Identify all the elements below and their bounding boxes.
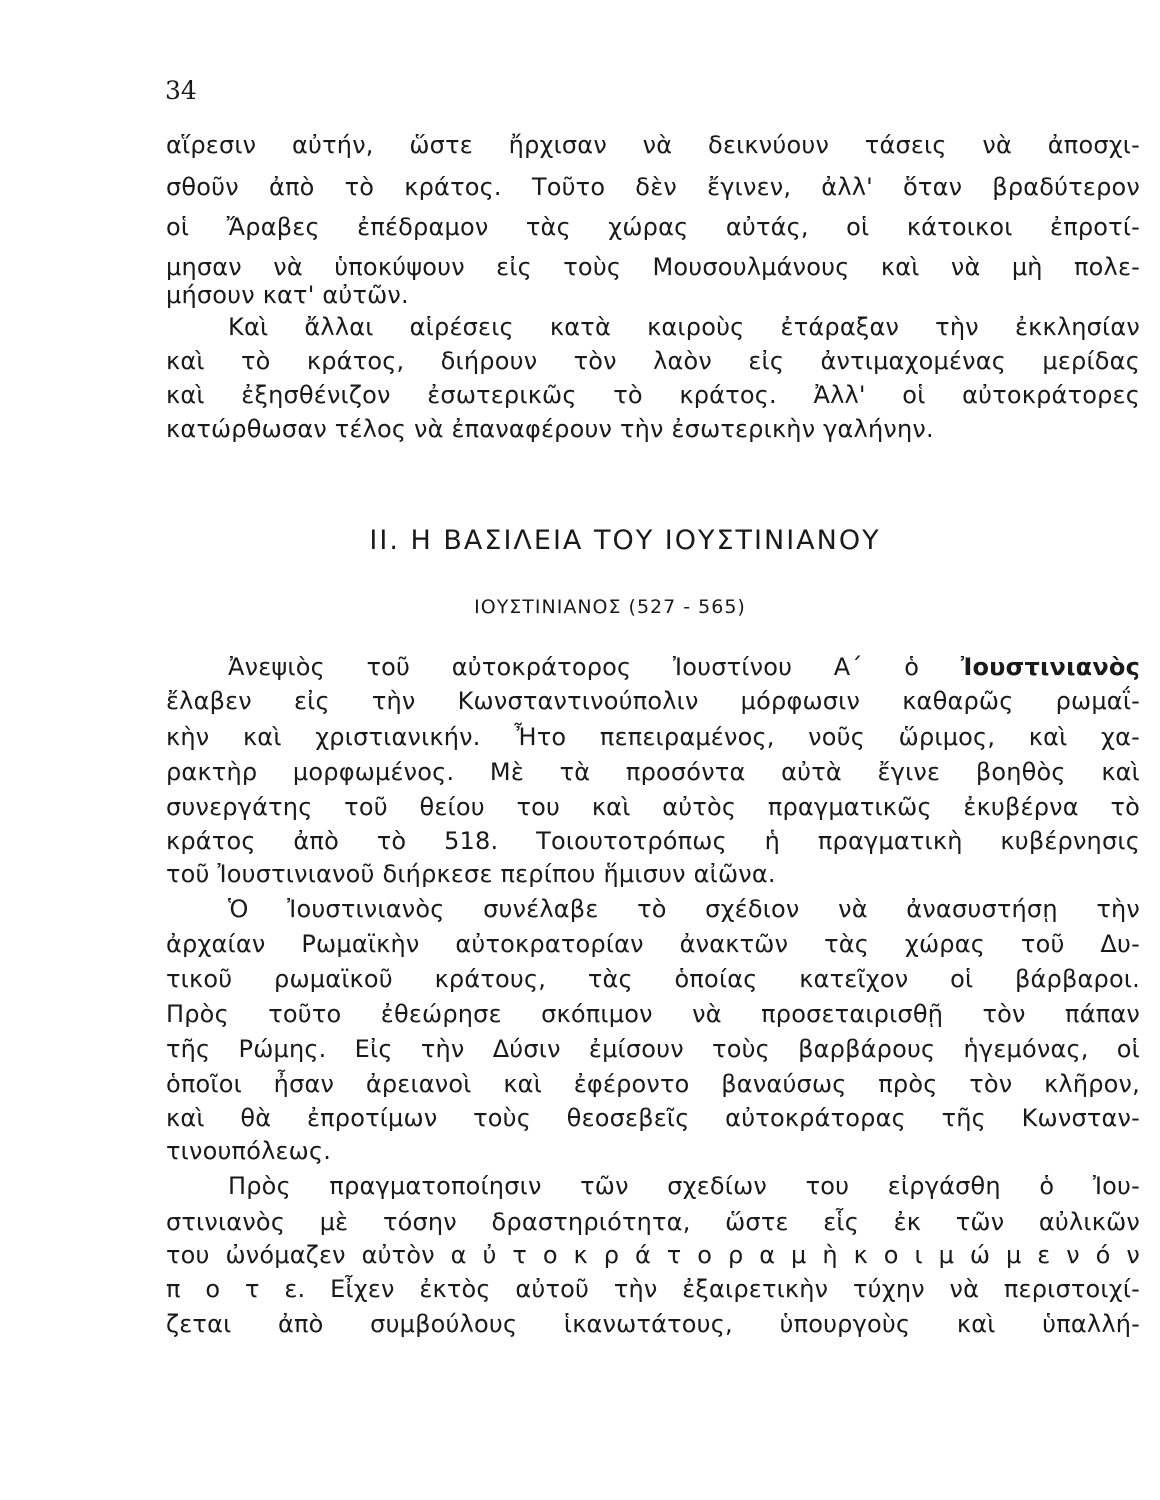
text-line: τοῦ Ἰουστινιανοῦ διήρκεσε περίπου ἥμισυν αἰῶνα. (166, 860, 776, 888)
text-line: ὁποῖοι ἦσαν ἀρειανοὶ καὶ ἐφέροντο βαναύσως πρὸς τὸν κλῆρον, (166, 1070, 1140, 1098)
text-line: καὶ θὰ ἐπροτίμων τοὺς θεοσεβεῖς αὐτοκράτορας τῆς Κωνσταν- (166, 1104, 1140, 1132)
text-line: συνεργάτης τοῦ θείου του καὶ αὐτὸς πραγματικῶς ἐκυβέρνα τὸ (166, 793, 1140, 821)
text-line: οἱ Ἄραβες ἐπέδραμον τὰς χώρας αὐτάς, οἱ κάτοικοι ἐπροτί- (166, 213, 1140, 241)
text-line: κράτος ἀπὸ τὸ 518. Τοιουτοτρόπως ἡ πραγματικὴ κυβέρνησις (166, 827, 1140, 855)
text-line: αἵρεσιν αὐτήν, ὥστε ἤρχισαν νὰ δεικνύουν τάσεις νὰ ἀποσχι- (166, 131, 1140, 159)
text-line: στινιανὸς μὲ τόσην δραστηριότητα, ὥστε εἷς ἐκ τῶν αὐλικῶν (166, 1208, 1140, 1236)
section-title: ΙΙ. Η ΒΑΣΙΛΕΙΑ ΤΟΥ ΙΟΥΣΤΙΝΙΑΝΟΥ (369, 525, 881, 556)
text-line: ἔλαβεν εἰς τὴν Κωνσταντινούπολιν μόρφωσιν καθαρῶς ρωμαΐ- (166, 687, 1140, 715)
section-subtitle: ΙΟΥΣΤΙΝΙΑΝΟΣ (527 - 565) (474, 596, 746, 618)
text-line: ζεται ἀπὸ συμβούλους ἱκανωτάτους, ὑπουργοὺς καὶ ὑπαλλή- (166, 1310, 1140, 1338)
text-line: ρακτὴρ μορφωμένος. Μὲ τὰ προσόντα αὐτὰ ἔγινε βοηθὸς καὶ (166, 758, 1140, 786)
text-line: ἀρχαίαν Ρωμαϊκὴν αὐτοκρατορίαν ἀνακτῶν τὰς χώρας τοῦ Δυ- (166, 930, 1140, 958)
text-line: Πρὸς τοῦτο ἐθεώρησε σκόπιμον νὰ προσεταιρισθῇ τὸν πάπαν (166, 1000, 1140, 1028)
text-line (166, 652, 1140, 682)
text-line: μήσουν κατ' αὐτῶν. (166, 281, 409, 309)
text-line: Καὶ ἄλλαι αἱρέσεις κατὰ καιροὺς ἐτάραξαν τὴν ἐκκλησίαν (228, 313, 1140, 341)
text-line: κὴν καὶ χριστιανικήν. Ἦτο πεπειραμένος, νοῦς ὥριμος, καὶ χα- (166, 723, 1140, 751)
line-start: Ἀνεψιὸς τοῦ αὐτοκράτορος Ἰουστίνου Α΄ ὁ (228, 653, 961, 681)
text-line: τικοῦ ρωμαϊκοῦ κράτους, τὰς ὁποίας κατεῖχον οἱ βάρβαροι. (166, 965, 1140, 993)
text-line: κατώρθωσαν τέλος νὰ ἐπαναφέρουν τὴν ἐσωτερικὴν γαλήνην. (166, 415, 934, 443)
text-line: σθοῦν ἀπὸ τὸ κράτος. Τοῦτο δὲν ἔγινεν, ἀλλ' ὅταν βραδύτερον (166, 173, 1140, 201)
text-line: τινουπόλεως. (166, 1137, 332, 1165)
emperor-name: Ἰουστινιανὸς (960, 653, 1140, 681)
text-line: καὶ ἐξησθένιζον ἐσωτερικῶς τὸ κράτος. Ἀλλ' οἱ αὐτοκράτορες (166, 381, 1140, 409)
text-line: καὶ τὸ κράτος, διήρουν τὸν λαὸν εἰς ἀντιμαχομένας μερίδας (166, 347, 1140, 375)
text-line: του ὠνόμαζεν αὐτὸν α ὐ τ ο κ ρ ά τ ο ρ α μ ὴ κ ο ι μ ώ μ ε ν ό ν (166, 1241, 1140, 1269)
text-line: τῆς Ρώμης. Εἰς τὴν Δύσιν ἐμίσουν τοὺς βαρβάρους ἡγεμόνας, οἱ (166, 1035, 1140, 1063)
text-line: Ὁ Ἰουστινιανὸς συνέλαβε τὸ σχέδιον νὰ ἀνασυστήσῃ τὴν (228, 895, 1140, 923)
text-line: μησαν νὰ ὑποκύψουν εἰς τοὺς Μουσουλμάνους καὶ νὰ μὴ πολε- (166, 253, 1140, 281)
text-line: Πρὸς πραγματοποίησιν τῶν σχεδίων του εἰργάσθη ὁ Ἰου- (228, 1172, 1140, 1200)
text-line: π ο τ ε. Εἶχεν ἐκτὸς αὐτοῦ τὴν ἐξαιρετικὴν τύχην νὰ περιστοιχί- (166, 1275, 1140, 1303)
page-number: 34 (165, 76, 197, 105)
